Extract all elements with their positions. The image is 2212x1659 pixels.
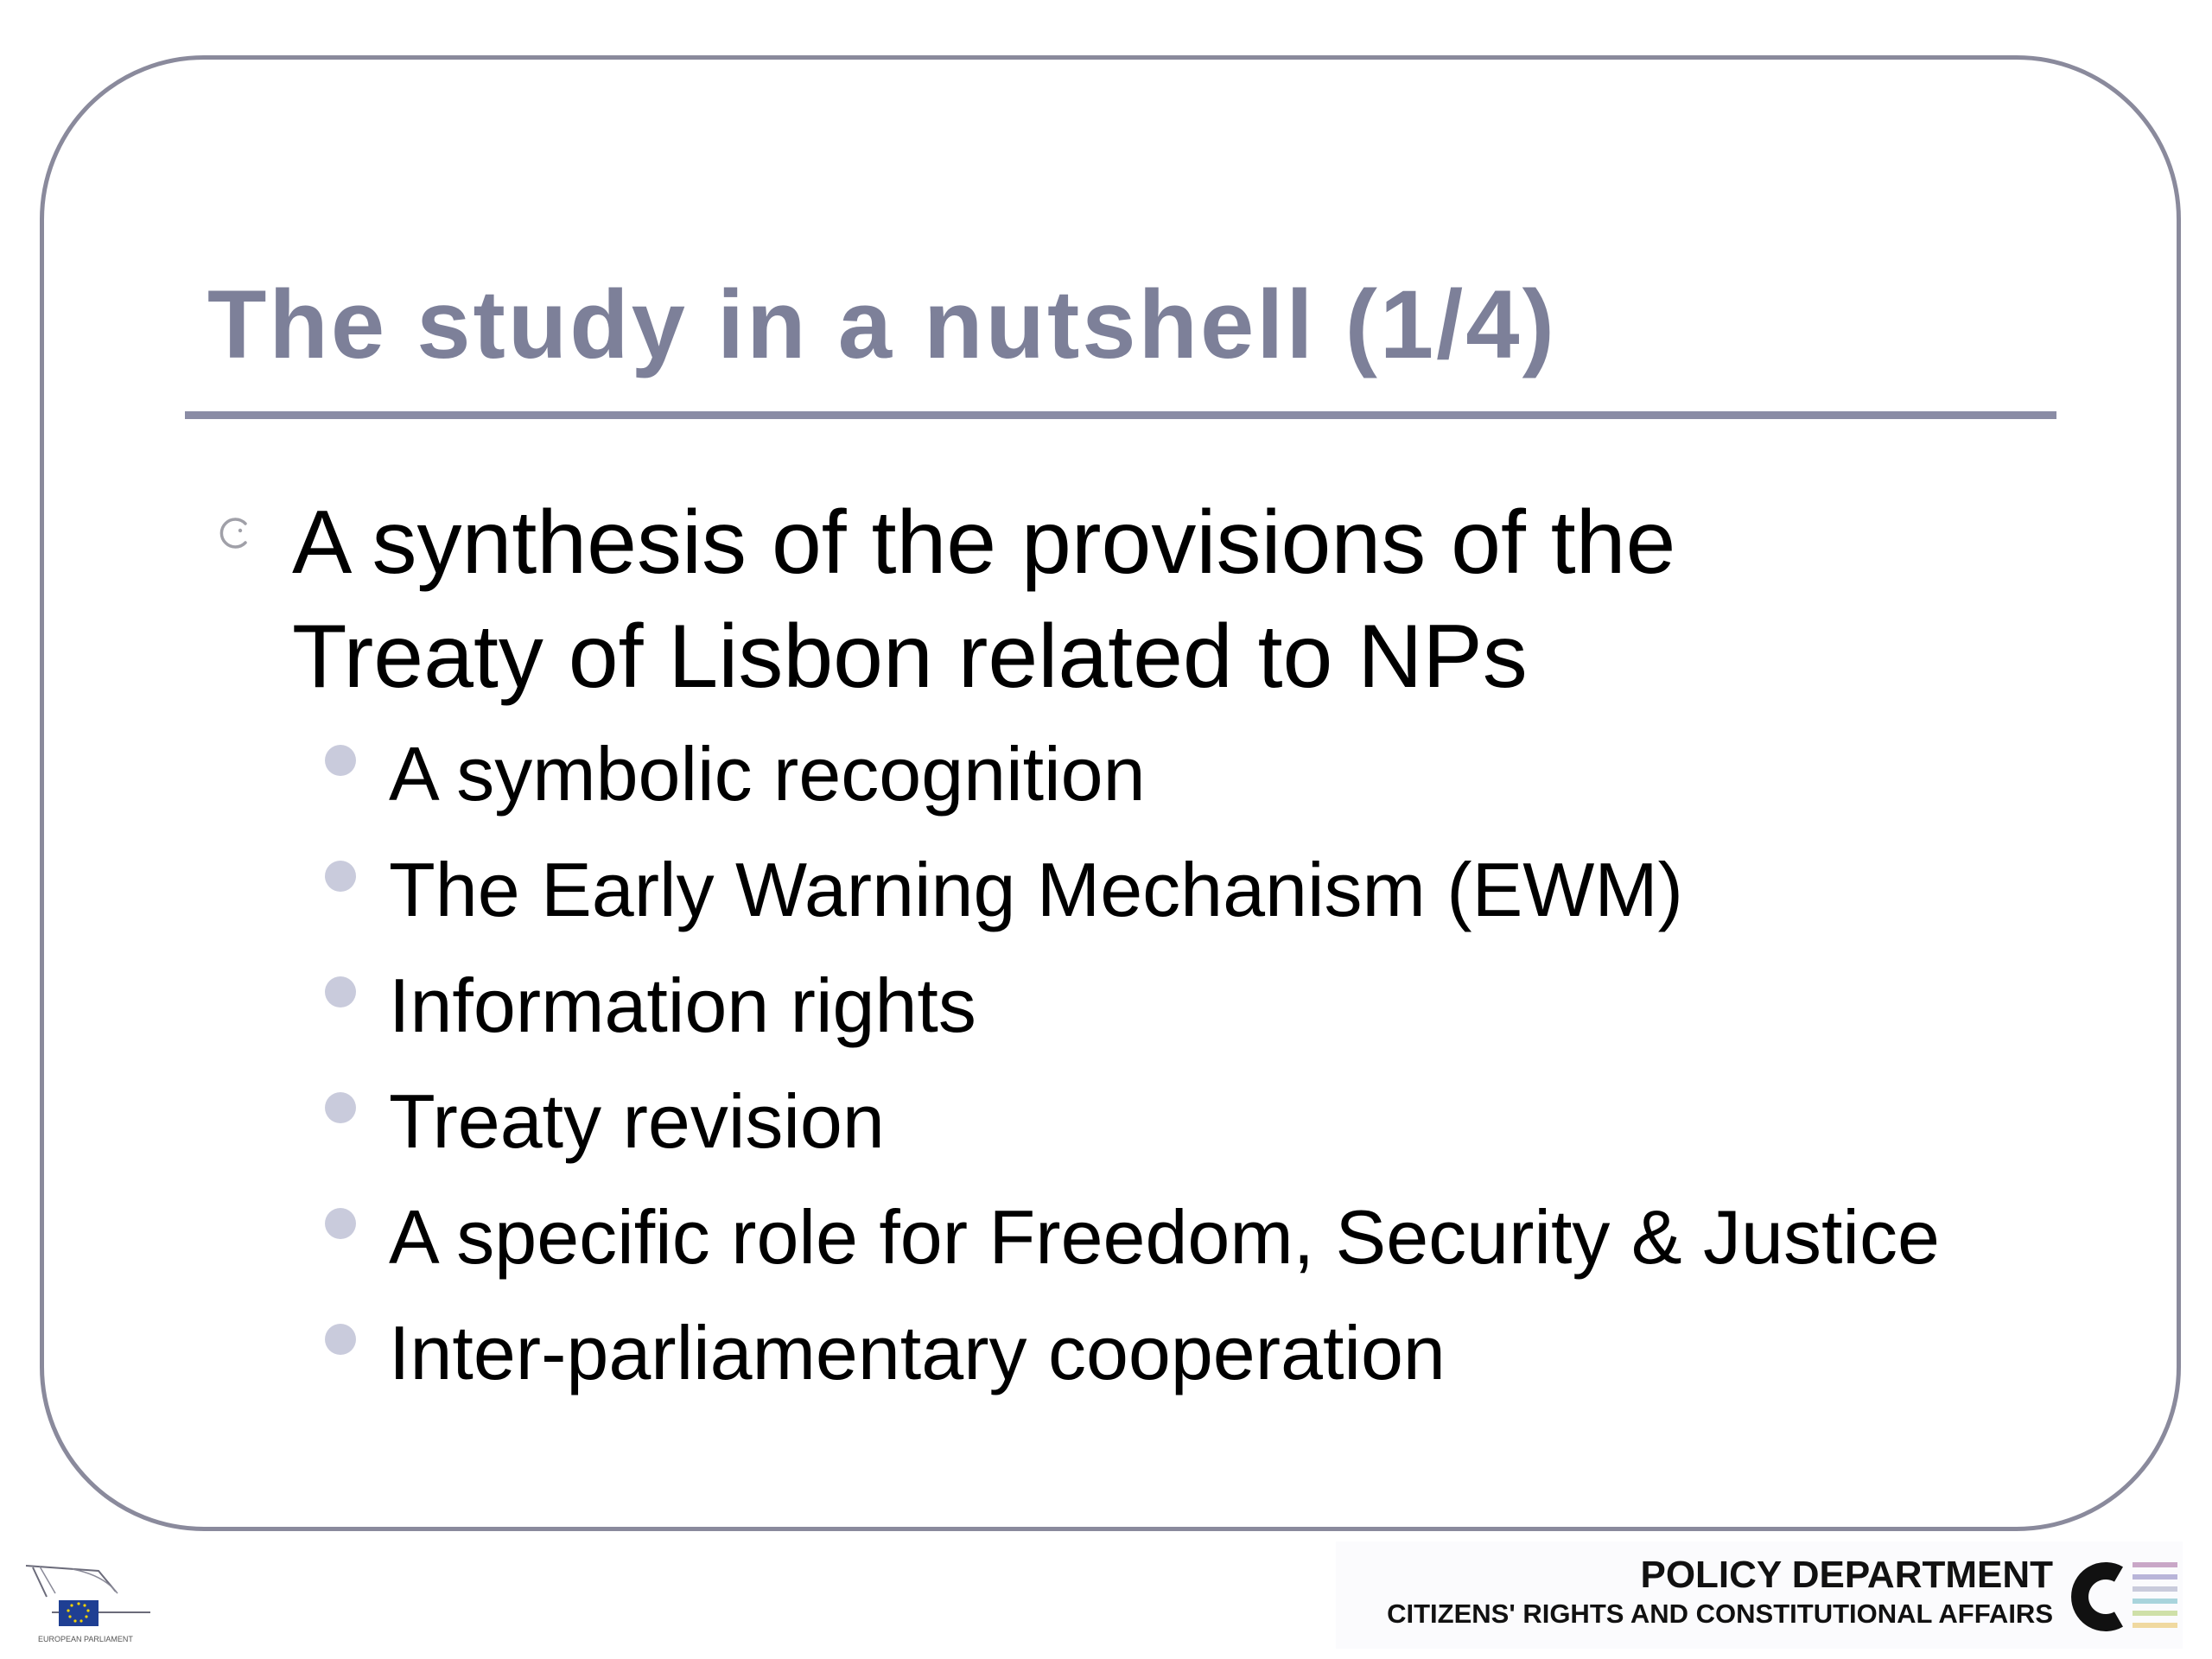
filled-circle-bullet-icon [325, 1092, 356, 1123]
filled-circle-bullet-icon [325, 976, 356, 1007]
filled-circle-bullet-icon [325, 745, 356, 776]
title-underline [185, 411, 2056, 419]
filled-circle-bullet-icon [325, 1208, 356, 1239]
sub-bullet-text: Inter-parliamentary cooperation [389, 1310, 1446, 1395]
main-bullet-line-1: A synthesis of the provisions of the [292, 493, 1676, 593]
policy-department-block [1336, 1541, 2183, 1649]
sub-bullet-text: Information rights [389, 963, 976, 1048]
open-circle-bullet-icon [214, 513, 254, 553]
sub-bullet-text: A specific role for Freedom, Security & Justice [389, 1194, 1940, 1280]
department-subtitle: CITIZENS' RIGHTS AND CONSTITUTIONAL AFFAIRS [1387, 1599, 2053, 1629]
footer-logo-caption: EUROPEAN PARLIAMENT [38, 1635, 133, 1643]
department-title: POLICY DEPARTMENT [1640, 1554, 2053, 1596]
filled-circle-bullet-icon [325, 861, 356, 892]
european-parliament-logo-icon [21, 1562, 168, 1649]
filled-circle-bullet-icon [325, 1324, 356, 1355]
main-bullet-line-2: Treaty of Lisbon related to NPs [292, 607, 1528, 707]
policy-department-c-logo-icon [2062, 1555, 2183, 1638]
sub-bullet-text: Treaty revision [389, 1078, 885, 1164]
sub-bullet-text: A symbolic recognition [389, 731, 1146, 817]
main-bullet-text [292, 486, 2055, 714]
sub-bullet-text: The Early Warning Mechanism (EWM) [389, 847, 1683, 932]
slide-title: The study in a nutshell (1/4) [207, 270, 1557, 378]
